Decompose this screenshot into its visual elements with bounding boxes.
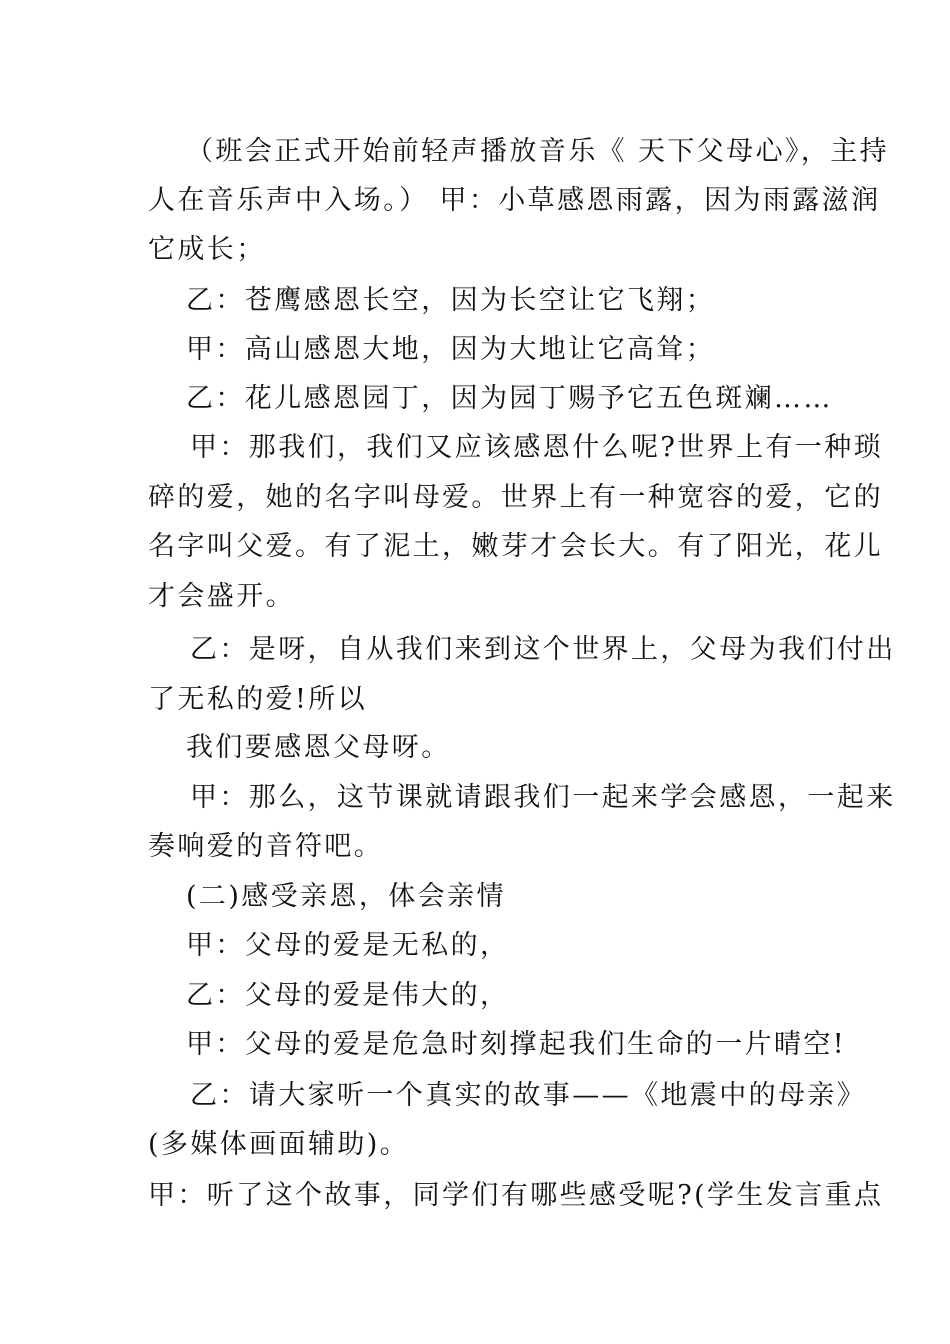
text-line-2: 人在音乐声中入场。） 甲：小草感恩雨露，因为雨露滋润 <box>148 185 881 216</box>
text-line-7: 甲：那我们，我们又应该感恩什么呢?世界上有一种琐 <box>190 432 884 463</box>
text-line-13: 我们要感恩父母呀。 <box>186 732 451 763</box>
text-line-17: 甲：父母的爱是无私的， <box>186 930 510 961</box>
text-line-15: 奏响爱的音符吧。 <box>148 831 384 862</box>
text-line-12: 了无私的爱!所以 <box>148 684 368 715</box>
text-line-5: 甲：高山感恩大地，因为大地让它高耸； <box>186 334 716 365</box>
text-line-21: (多媒体画面辅助)。 <box>148 1129 410 1160</box>
text-line-1: （班会正式开始前轻声播放音乐《 天下父母心》，主持 <box>186 136 890 167</box>
text-line-6: 乙：花儿感恩园丁，因为园丁赐予它五色斑斓…… <box>186 383 833 414</box>
text-line-8: 碎的爱，她的名字叫母爱。世界上有一种宽容的爱，它的 <box>148 482 883 513</box>
text-line-20: 乙：请大家听一个真实的故事——《地震中的母亲》 <box>190 1080 867 1111</box>
text-line-4: 乙：苍鹰感恩长空，因为长空让它飞翔； <box>186 285 716 316</box>
text-line-19: 甲：父母的爱是危急时刻撑起我们生命的一片晴空! <box>186 1029 847 1060</box>
section-heading: (二)感受亲恩，体会亲情 <box>186 881 506 912</box>
text-line-10: 才会盛开。 <box>148 581 295 612</box>
text-line-11: 乙：是呀，自从我们来到这个世界上，父母为我们付出 <box>190 634 896 665</box>
text-line-3: 它成长； <box>148 234 266 265</box>
text-line-14: 甲：那么，这节课就请跟我们一起来学会感恩，一起来 <box>190 782 896 813</box>
text-line-9: 名字叫父爱。有了泥土，嫩芽才会长大。有了阳光，花儿 <box>148 531 883 562</box>
text-line-22: 甲：听了这个故事，同学们有哪些感受呢?(学生发言重点 <box>148 1180 884 1211</box>
text-line-18: 乙：父母的爱是伟大的， <box>186 980 510 1011</box>
